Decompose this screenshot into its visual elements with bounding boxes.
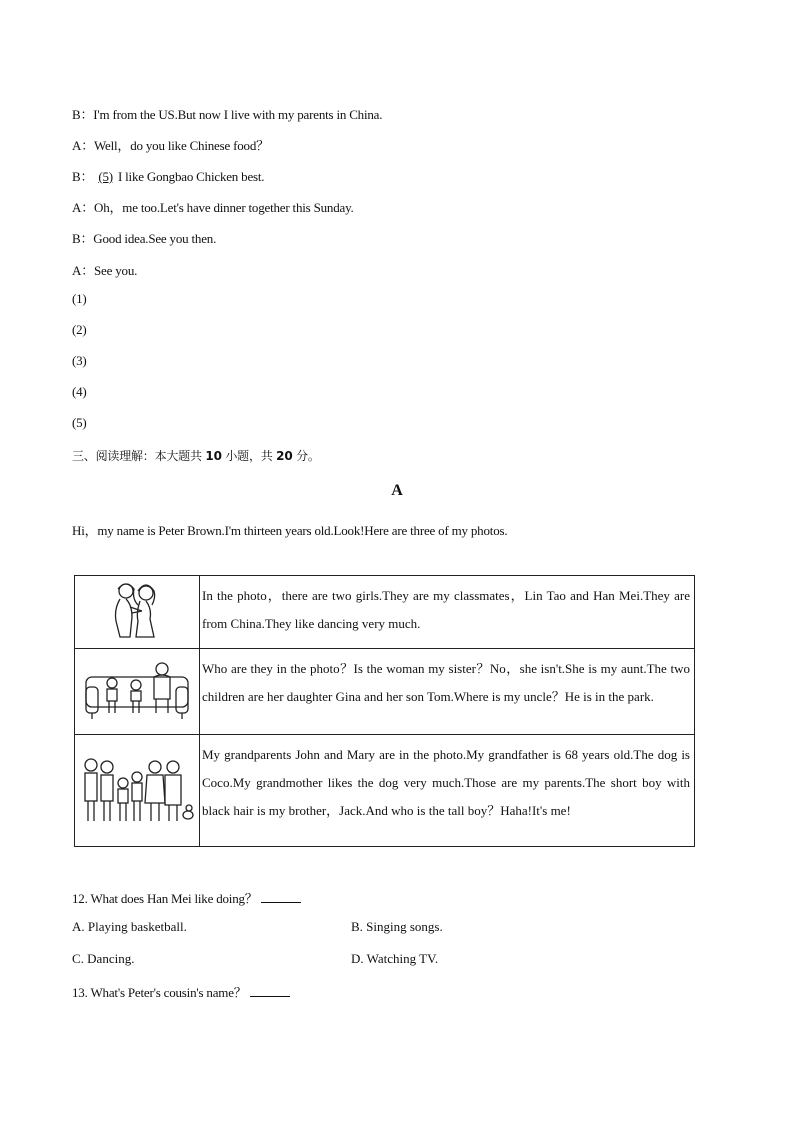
section-text: 分。 bbox=[292, 449, 320, 463]
photo-row bbox=[75, 649, 695, 735]
dialogue-line bbox=[72, 166, 264, 185]
photo-description: In the photo，there are two girls.They are my classmates，Lin Tao and Han Mei.They are from China.They like dancing very much. bbox=[200, 576, 695, 649]
photo-row bbox=[75, 735, 695, 847]
dialogue-line bbox=[72, 228, 216, 247]
dialogue-text: Good idea.See you then. bbox=[93, 231, 217, 246]
photo-cell bbox=[75, 649, 200, 735]
option-a[interactable]: A. Playing basketball. bbox=[72, 919, 187, 934]
photo-table bbox=[74, 575, 695, 847]
speaker-label: B： bbox=[72, 169, 94, 184]
passage-intro: Hi，my name is Peter Brown.I'm thirteen years old.Look!Here are three of my photos. bbox=[72, 523, 508, 538]
photo-row bbox=[75, 576, 695, 649]
speaker-label: A： bbox=[72, 263, 94, 278]
section-text: 小题，共 bbox=[221, 449, 277, 463]
option-b[interactable]: B. Singing songs. bbox=[351, 919, 443, 934]
family-on-sofa-illustration bbox=[82, 657, 192, 723]
question-13 bbox=[72, 982, 290, 1001]
section-score: 20 bbox=[276, 449, 293, 463]
answer-line-5[interactable]: (5) bbox=[72, 415, 87, 430]
answer-blank[interactable] bbox=[261, 890, 301, 903]
dialogue-text: I'm from the US.But now I live with my parents in China. bbox=[93, 107, 383, 122]
dialogue-line bbox=[72, 104, 382, 123]
photo-description: My grandparents John and Mary are in the photo.My grandfather is 68 years old.The dog is Coco.My grandmother likes the dog very much.Those are my parents.The short boy with black hair is my brother，Jack.And who is the tall boy？Haha!It's me! bbox=[200, 735, 695, 847]
answer-line-4[interactable]: (4) bbox=[72, 384, 87, 399]
photo-description: Who are they in the photo？Is the woman my sister？No，she isn't.She is my aunt.The two children are her daughter Gina and her son Tom.Where is my uncle？He is in the park. bbox=[200, 649, 695, 735]
question-12 bbox=[72, 888, 301, 907]
photo-cell bbox=[75, 576, 200, 649]
speaker-label: B： bbox=[72, 231, 94, 246]
question-number: 13. bbox=[72, 985, 88, 1000]
answer-line-1[interactable]: (1) bbox=[72, 291, 87, 306]
section-count: 10 bbox=[205, 449, 222, 463]
dialogue-text: See you. bbox=[94, 263, 138, 278]
dialogue-line bbox=[72, 260, 137, 279]
answer-blank[interactable] bbox=[250, 984, 290, 997]
speaker-label: A： bbox=[72, 200, 94, 215]
dialogue-text: Well，do you like Chinese food？ bbox=[94, 138, 269, 153]
dialogue-line bbox=[72, 135, 269, 154]
two-girls-illustration bbox=[102, 579, 172, 641]
question-stem: What's Peter's cousin's name？ bbox=[87, 985, 247, 1000]
dialogue-text: Oh，me too.Let's have dinner together this Sunday. bbox=[94, 200, 354, 215]
question-number: 12. bbox=[72, 891, 88, 906]
photo-cell bbox=[75, 735, 200, 847]
family-group-illustration bbox=[79, 753, 195, 825]
option-c[interactable]: C. Dancing. bbox=[72, 951, 135, 966]
question-stem: What does Han Mei like doing？ bbox=[87, 891, 258, 906]
passage-title: A bbox=[391, 482, 403, 499]
answer-line-2[interactable]: (2) bbox=[72, 322, 87, 337]
answer-line-3[interactable]: (3) bbox=[72, 353, 87, 368]
dialogue-text: I like Gongbao Chicken best. bbox=[114, 169, 265, 184]
option-d[interactable]: D. Watching TV. bbox=[351, 951, 439, 966]
section-text: 三、阅读理解：本大题共 bbox=[72, 449, 206, 463]
speaker-label: A： bbox=[72, 138, 94, 153]
section-heading bbox=[72, 447, 320, 464]
dialogue-line bbox=[72, 197, 354, 216]
answer-blank[interactable]: (5) bbox=[98, 169, 113, 184]
speaker-label: B： bbox=[72, 107, 94, 122]
